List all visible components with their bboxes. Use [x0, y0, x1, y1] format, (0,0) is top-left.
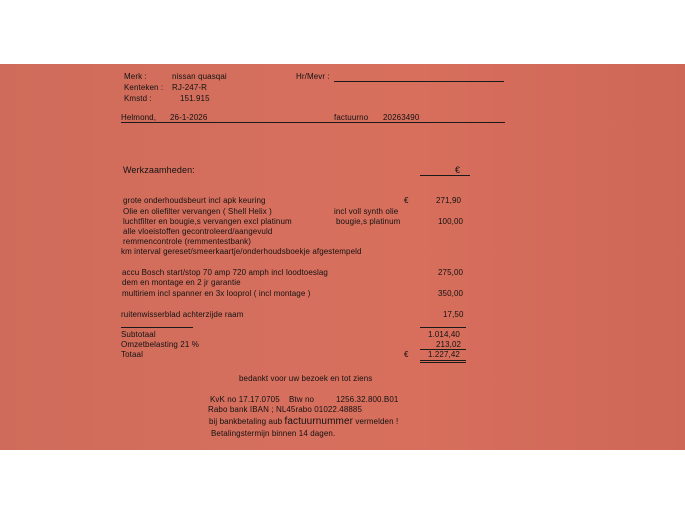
merk-value: nissan quasqai: [172, 72, 227, 81]
customer-name-line: [334, 81, 504, 82]
invoice-place: Helmond,: [121, 113, 157, 122]
total-value: 1.227,42: [428, 350, 460, 359]
work-line-4: alle vloeistoffen gecontroleerd/aangevuld: [123, 227, 273, 236]
currency-header: €: [455, 165, 461, 175]
subtotal-rule: [121, 327, 193, 328]
btw-label: Btw no: [289, 395, 315, 404]
invoice-date: 26-1-2026: [170, 113, 208, 122]
bank-details: Rabo bank IBAN ; NL45rabo 01022.48885: [208, 405, 363, 414]
work-line-7: accu Bosch start/stop 70 amp 720 amph incl loodtoeslag: [122, 268, 328, 277]
kmstd-label: Kmstd :: [124, 94, 152, 103]
work-line-9: multiriem incl spanner en 3x looprol ( incl montage ): [122, 289, 311, 298]
amount-4: 350,00: [438, 289, 464, 298]
work-currency-symbol: €: [404, 196, 409, 205]
vat-label: Omzetbelasting 21 %: [121, 340, 199, 349]
total-rule-2: [420, 362, 466, 363]
merk-label: Merk :: [124, 72, 147, 81]
work-line-3: luchtfilter en bougie,s vervangen excl platinum: [123, 217, 292, 226]
btw-value: 1256.32.800.B01: [336, 395, 399, 404]
work-line-6: km interval gereset/smeerkaartje/onderhoudsboekje afgestempeld: [121, 247, 362, 256]
currency-header-rule: [420, 175, 470, 176]
payment-note-prefix: bij bankbetaling aub: [209, 417, 283, 426]
work-header: Werkzaamheden:: [123, 165, 195, 175]
work-line-10: ruitenwisserblad achterzijde raam: [121, 310, 244, 319]
note-1: incl voll synth olie: [334, 207, 399, 216]
amount-1: 271,90: [436, 196, 462, 205]
thanks-text: bedankt voor uw bezoek en tot ziens: [239, 374, 373, 383]
note-2: bougie,s platinum: [336, 217, 401, 226]
payment-note: [209, 417, 398, 426]
vat-value: 213,02: [436, 340, 462, 349]
work-line-1: grote onderhoudsbeurt incl apk keuring: [123, 196, 266, 205]
total-currency: €: [404, 350, 409, 359]
work-line-2: Olie en oliefilter vervangen ( Shell Helix ): [123, 207, 272, 216]
kvk-number: KvK no 17.17.0705: [210, 395, 280, 404]
payment-note-suffix: vermelden !: [355, 417, 399, 426]
invoice-paper: [0, 64, 685, 450]
kenteken-value: RJ-247-R: [172, 83, 208, 92]
invoice-number-label: factuurno: [334, 113, 369, 122]
subtotal-amount-rule: [420, 327, 466, 328]
work-line-5: remmencontrole (remmentestbank): [123, 237, 252, 246]
invoice-number-value: 20263490: [383, 113, 420, 122]
amount-5: 17,50: [443, 310, 464, 319]
amount-2: 100,00: [438, 217, 464, 226]
kenteken-label: Kenteken :: [124, 83, 164, 92]
payment-note-keyword: factuurnummer: [284, 416, 354, 427]
customer-label: Hr/Mevr :: [296, 72, 330, 81]
subtotal-label: Subtotaal: [121, 330, 156, 339]
total-label: Totaal: [121, 350, 143, 359]
work-line-8: dem en montage en 2 jr garantie: [122, 278, 241, 287]
total-rule-1: [420, 360, 466, 361]
amount-3: 275,00: [438, 268, 464, 277]
subtotal-value: 1.014,40: [428, 330, 460, 339]
kmstd-value: 151.915: [180, 94, 210, 103]
header-rule: [121, 122, 505, 123]
payment-term: Betalingstermijn binnen 14 dagen.: [211, 429, 336, 438]
